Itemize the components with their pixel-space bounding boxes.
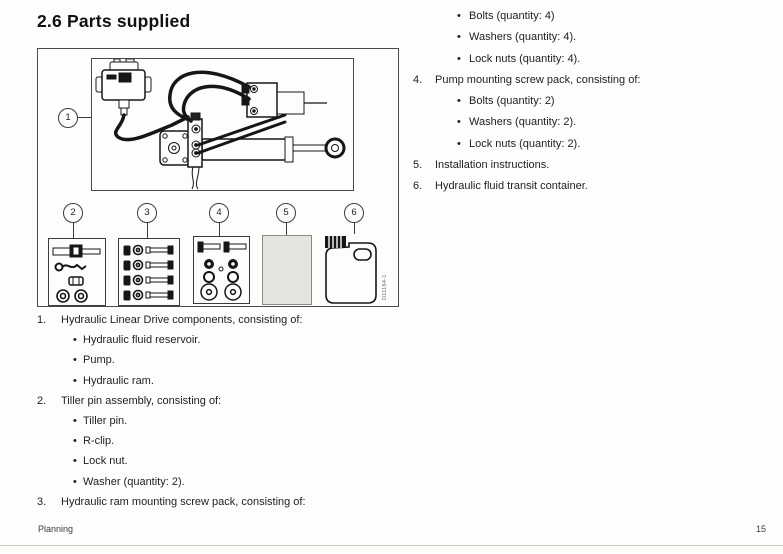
list-line: • Hydraulic fluid reservoir.: [73, 334, 201, 347]
leader-line-4: [219, 223, 220, 236]
tiller-pin-pack-box: [48, 238, 106, 306]
tiller-pin-pack-icons: [49, 239, 105, 305]
leader-line-5: [286, 223, 287, 235]
pump-screw-pack-box: [193, 236, 250, 304]
footer-section-label: Planning: [38, 524, 74, 534]
list-line: 2. Tiller pin assembly, consisting of:: [37, 394, 222, 407]
callout-4: 4: [209, 203, 229, 223]
small-washers-icon: [204, 272, 238, 282]
ram-screw-pack-box: [118, 238, 180, 306]
footer-rule: [0, 545, 783, 546]
lock-nut-icon: [69, 277, 83, 285]
callout-1: 1: [58, 108, 78, 128]
bolts-icon: [198, 242, 246, 252]
pump-unit: [96, 59, 151, 115]
list-line: • Lock nuts (quantity: 4).: [457, 52, 581, 65]
list-line: • Tiller pin.: [73, 414, 128, 427]
fluid-container: [323, 233, 379, 305]
callout-2: 2: [63, 203, 83, 223]
large-washers-icon: [201, 284, 241, 300]
valve-block: [242, 83, 304, 117]
drawing-number: D11164-1: [382, 274, 388, 300]
r-clip-icon: [56, 264, 87, 271]
list-line: 5. Installation instructions.: [413, 159, 550, 172]
leader-line-2: [73, 223, 74, 238]
ram-mounting-plate: [160, 131, 190, 165]
pump-screw-pack-icons: [194, 237, 249, 303]
list-line: • Washer (quantity: 2).: [73, 475, 185, 488]
leader-line-1: [78, 117, 91, 118]
manifold-wires: [192, 167, 199, 189]
screw-washer-nut-row-icons: [124, 246, 173, 301]
hydraulic-ram: [202, 137, 344, 162]
list-line: • Washers (quantity: 2).: [457, 116, 577, 129]
list-line: • Lock nut.: [73, 455, 128, 468]
callout-3: 3: [137, 203, 157, 223]
parts-figure: [37, 48, 399, 307]
instructions-sheet: [262, 235, 312, 305]
list-line: • Pump.: [73, 354, 115, 367]
list-line: 1. Hydraulic Linear Drive components, consisting of:: [37, 314, 303, 326]
drive-components-box: [91, 58, 354, 191]
parts-list-right: [413, 10, 773, 202]
lock-nuts-icon: [204, 259, 238, 271]
fluid-container-icon: [323, 233, 379, 305]
list-line: • Hydraulic ram.: [73, 374, 154, 387]
list-line: 3. Hydraulic ram mounting screw pack, consisting of:: [37, 495, 306, 508]
list-line: • Washers (quantity: 4).: [457, 31, 577, 44]
tiller-pin-icon: [53, 245, 100, 257]
hydraulic-drive-diagram: [92, 59, 353, 190]
list-line: 6. Hydraulic fluid transit container.: [413, 180, 588, 193]
footer-page-number: 15: [755, 524, 766, 534]
list-line: • R-clip.: [73, 435, 115, 448]
callout-6: 6: [344, 203, 364, 223]
callout-5: 5: [276, 203, 296, 223]
list-line: • Lock nuts (quantity: 2).: [457, 137, 581, 150]
ram-screw-pack-icons: [119, 239, 179, 305]
washers-icon: [57, 290, 87, 302]
parts-list-left: [37, 314, 397, 516]
container-cap: [325, 236, 346, 248]
list-line: • Bolts (quantity: 4): [457, 10, 555, 22]
list-line: 4. Pump mounting screw pack, consisting of:: [413, 73, 641, 86]
page-title: 2.6 Parts supplied: [37, 11, 191, 31]
list-line: • Bolts (quantity: 2): [457, 95, 555, 108]
leader-line-3: [147, 223, 148, 238]
